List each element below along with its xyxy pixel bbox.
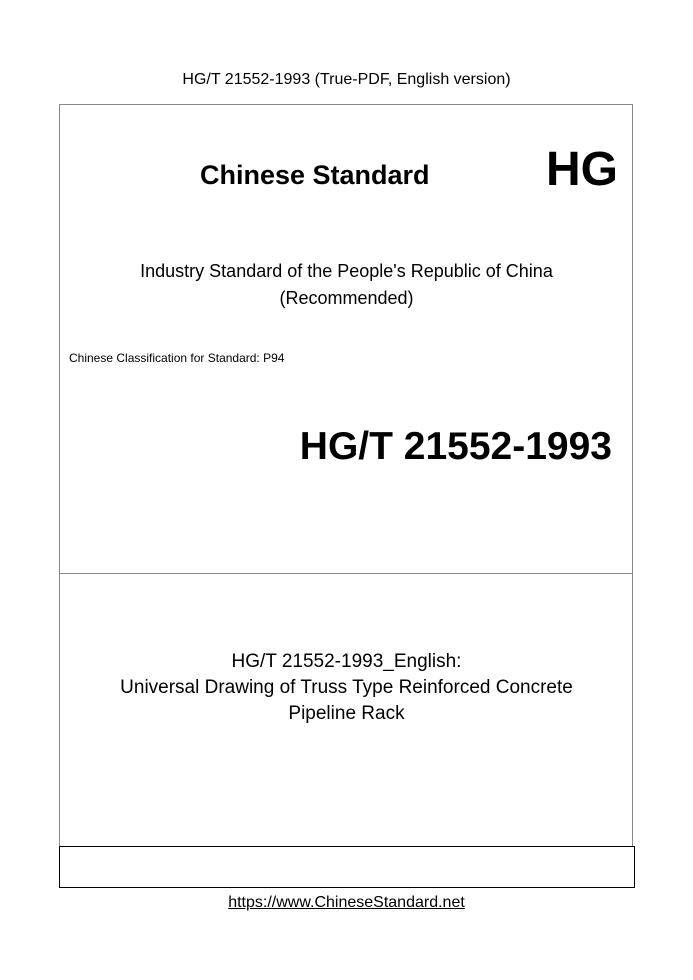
classification-code: Chinese Classification for Standard: P94: [69, 351, 285, 365]
document-title-line: HG/T 21552-1993_English:: [231, 651, 462, 672]
document-title-line: Universal Drawing of Truss Type Reinforced Concrete: [120, 677, 573, 698]
document-title-line: Pipeline Rack: [288, 703, 405, 724]
website-link[interactable]: https://www.ChineseStandard.net: [228, 894, 465, 911]
footer: [0, 893, 693, 913]
industry-statement: [0, 258, 693, 312]
brand-title: Chinese Standard: [200, 160, 430, 190]
industry-line: Industry Standard of the People's Republic of China: [140, 261, 553, 281]
recommended-line: (Recommended): [279, 288, 414, 308]
document-header: HG/T 21552-1993 (True-PDF, English version): [182, 71, 511, 88]
document-title: [0, 649, 693, 727]
cover-frame-bottom: [59, 846, 635, 888]
industry-mark: HG: [546, 143, 618, 196]
standard-number: HG/T 21552-1993: [299, 425, 612, 468]
